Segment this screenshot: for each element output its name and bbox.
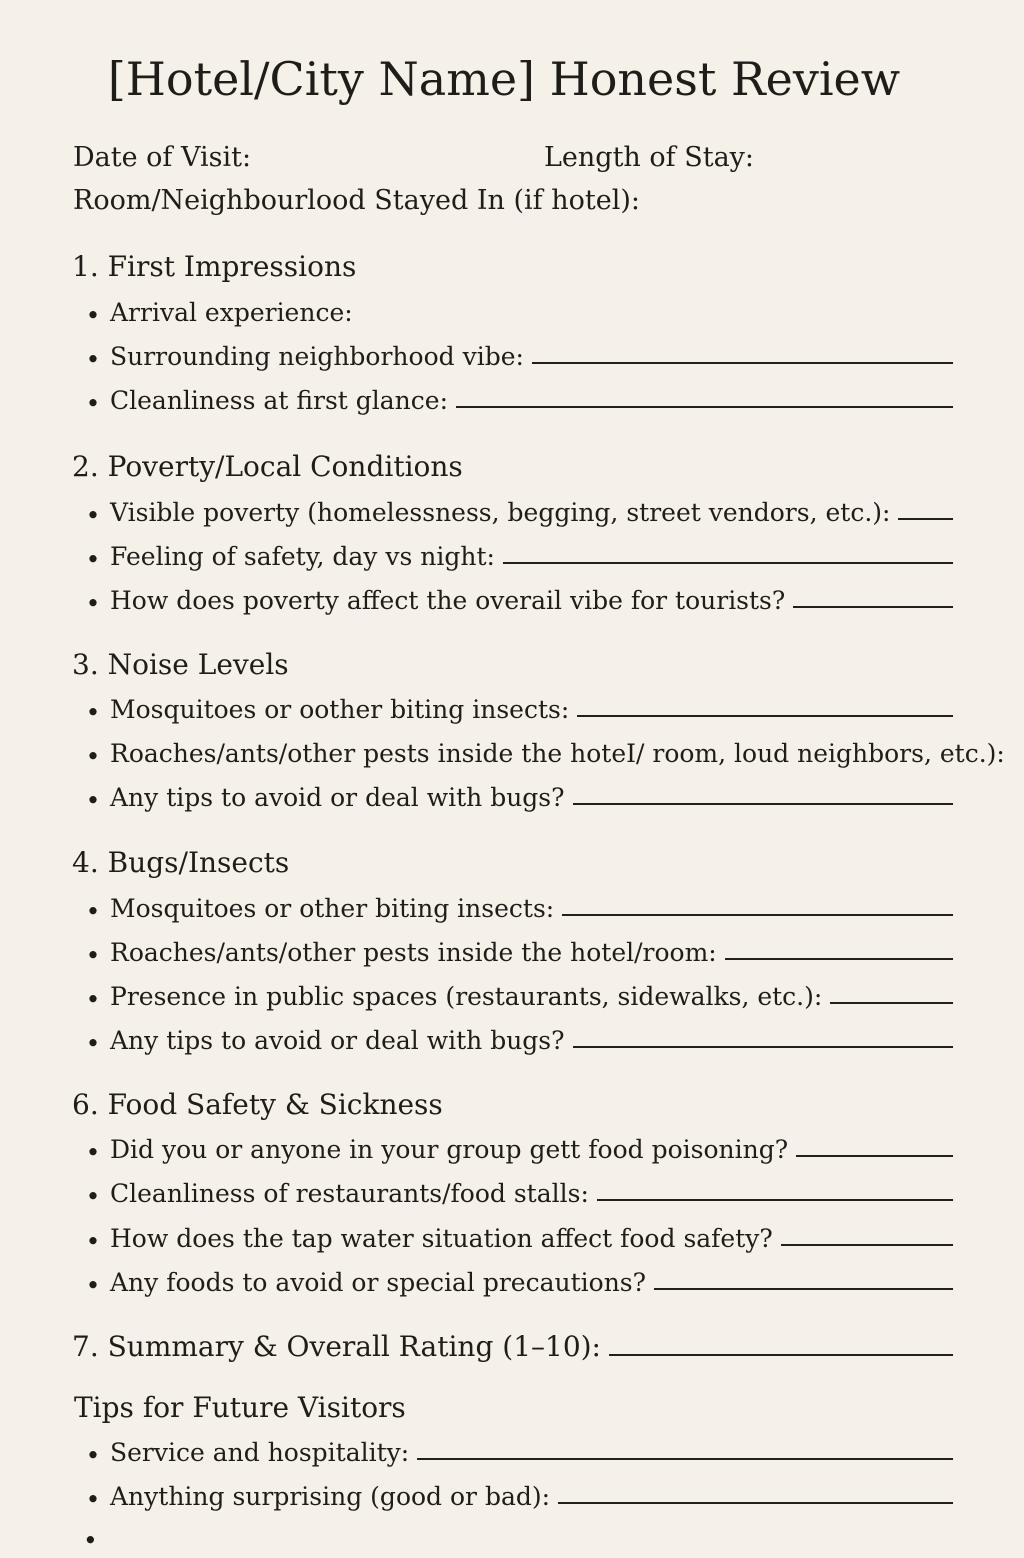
answer-line[interactable] <box>503 540 953 564</box>
answer-line[interactable] <box>417 1436 953 1460</box>
list-item-neighborhood-vibe <box>85 340 953 376</box>
item-label: Cleanliness of restaurants/food stalls: <box>110 1179 589 1208</box>
list-item-foods-avoid <box>85 1266 953 1302</box>
bullet-icon: • <box>85 389 101 418</box>
bullet-icon: • <box>85 545 101 574</box>
answer-line[interactable] <box>793 584 953 608</box>
item-label: How does poverty affect the overail vibe for tourists? <box>110 586 786 615</box>
answer-line[interactable] <box>558 1480 953 1504</box>
bullet-icon: • <box>85 501 101 530</box>
item-label: Cleanliness at first glance: <box>110 386 448 415</box>
list-item-pests-inside <box>85 936 953 972</box>
list-item-restaurant-cleanliness <box>85 1177 953 1213</box>
item-label: How does the tap water situation affect food safety? <box>110 1224 773 1253</box>
answer-line[interactable] <box>781 1222 953 1246</box>
list-item-feeling-safety <box>85 540 953 576</box>
bullet-icon: • <box>85 941 101 970</box>
list-item-bug-tips <box>85 1024 953 1060</box>
bullet-icon: • <box>85 698 101 727</box>
answer-line[interactable] <box>597 1177 953 1201</box>
list-item-noise-insects <box>85 693 953 729</box>
item-label: Roaches/ants/other pests inside the hotel/room: <box>110 938 717 967</box>
bullet-icon: • <box>85 1227 101 1256</box>
bullet-icon: • <box>85 742 101 771</box>
section-heading-tips: Tips for Future Visitors <box>74 1391 406 1424</box>
bullet-icon: • <box>85 589 101 618</box>
item-label: Mosquitoes or oother biting insects: <box>110 695 570 724</box>
item-label: Any tips to avoid or deal with bugs? <box>110 783 565 812</box>
bullet-icon: • <box>85 1271 101 1300</box>
bullet-icon: • <box>85 1485 101 1514</box>
item-label: Any tips to avoid or deal with bugs? <box>110 1026 565 1055</box>
item-label: Anything surprising (good or bad): <box>110 1482 551 1511</box>
answer-line[interactable] <box>796 1133 953 1157</box>
item-label: Any foods to avoid or special precautions? <box>110 1268 647 1297</box>
item-label: Did you or anyone in your group gett food poisoning? <box>110 1135 789 1164</box>
bullet-icon: • <box>85 985 101 1014</box>
list-item-cleanliness <box>85 384 953 420</box>
date-of-visit-label: Date of Visit: <box>73 142 252 173</box>
answer-line[interactable] <box>562 892 953 916</box>
item-label: Roaches/ants/other pests inside the hoteI/ room, loud neighbors, etc.): <box>110 739 1005 768</box>
list-item-poverty-vibe <box>85 584 953 620</box>
bullet-icon: • <box>85 1138 101 1167</box>
item-label: Service and hospitality: <box>110 1438 410 1467</box>
summary-rating <box>72 1328 953 1366</box>
item-label: Mosquitoes or other biting insects: <box>110 894 555 923</box>
answer-line[interactable] <box>456 384 953 408</box>
section-heading-food-safety: 6. Food Safety & Sickness <box>72 1088 443 1121</box>
answer-line[interactable] <box>573 1024 953 1048</box>
section-heading-noise-levels: 3. Noise Levels <box>72 648 289 681</box>
answer-line[interactable] <box>898 496 953 520</box>
answer-line[interactable] <box>654 1266 953 1290</box>
list-item-tap-water <box>85 1222 953 1258</box>
list-item-public-spaces <box>85 980 953 1016</box>
answer-line[interactable] <box>573 781 953 805</box>
item-label: Surrounding neighborhood vibe: <box>110 342 524 371</box>
list-item-service-hospitality <box>85 1436 953 1472</box>
bullet-icon: • <box>85 301 101 330</box>
item-label: Presence in public spaces (restaurants, sidewalks, etc.): <box>110 982 823 1011</box>
bullet-icon: • <box>85 1182 101 1211</box>
answer-line[interactable] <box>830 980 953 1004</box>
bullet-icon: • <box>85 786 101 815</box>
list-item-biting-insects <box>85 892 953 928</box>
list-item-arrival-experience <box>85 296 953 332</box>
bullet-icon: • <box>85 897 101 926</box>
section-heading-first-impressions: 1. First Impressions <box>72 250 357 283</box>
answer-line[interactable] <box>577 693 953 717</box>
room-neighbourhood-label: Room/Neighbourlood Stayed In (if hotel): <box>73 185 640 216</box>
bullet-icon: • <box>85 1441 101 1470</box>
summary-label: 7. Summary & Overall Rating (1–10): <box>72 1330 601 1363</box>
answer-line[interactable] <box>532 340 953 364</box>
bullet-icon: • <box>85 345 101 374</box>
list-item-noise-pests <box>85 737 1005 773</box>
list-item-surprising <box>85 1480 953 1516</box>
page-title: [Hotel/City Name] Honest Review <box>107 52 901 106</box>
list-item-food-poisoning <box>85 1133 953 1169</box>
list-item-noise-tips <box>85 781 953 817</box>
item-label: Visible poverty (homelessness, begging, street vendors, etc.): <box>110 498 891 527</box>
item-label: Feeling of safety, day vs night: <box>110 542 495 571</box>
answer-line[interactable] <box>609 1328 953 1356</box>
answer-line[interactable] <box>725 936 953 960</box>
cut-off-next-line: • <box>83 1526 98 1555</box>
list-item-visible-poverty <box>85 496 953 532</box>
item-label: Arrival experience: <box>110 298 353 327</box>
length-of-stay-label: Length of Stay: <box>544 142 755 173</box>
section-heading-poverty-local-conditions: 2. Poverty/Local Conditions <box>72 450 463 483</box>
bullet-icon: • <box>85 1029 101 1058</box>
section-heading-bugs-insects: 4. Bugs/Insects <box>72 846 290 879</box>
